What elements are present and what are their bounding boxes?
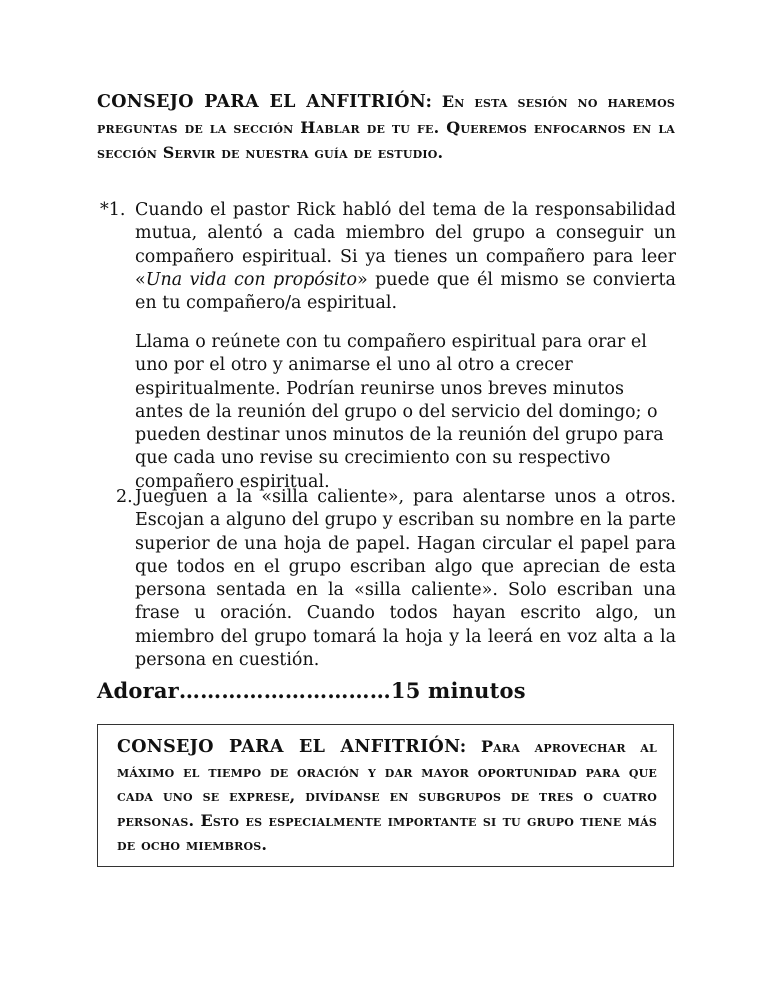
section-heading-adorar: Adorar…………………………15 minutos xyxy=(97,678,526,703)
host-tip-1-text: En esta sesión no haremos preguntas de la sección Hablar de tu fe. Queremos enfocarnos en la sección Servir de nuestra guía de estudio. xyxy=(97,92,675,162)
host-tip-1 xyxy=(97,89,675,165)
item-1-text-before: Cuando el pastor Rick habló del tema de la responsabilidad mutua, alentó a cada miembro del grupo a conseguir un compañero espiritual. Si ya tienes un compañero para leer « xyxy=(135,200,676,290)
item-1-text xyxy=(135,199,676,315)
host-tip-2-text: Para aprovechar al máximo el tiempo de oración y dar mayor oportunidad para que cada uno se exprese, divídanse en subgrupos de tres o cuatro personas. Esto es especialmente importante si tu grupo tiene más de ocho miembros. xyxy=(117,737,657,854)
host-tip-2-label: CONSEJO PARA EL ANFITRIÓN: xyxy=(117,737,467,757)
item-1-paragraph-2: Llama o reúnete con tu compañero espiritual para orar el uno por el otro y animarse el uno al otro a crecer espiritualmente. Podrían reunirse unos breves minutos antes de la reunión del grupo o del servicio del domingo; o pueden destinar unos minutos de la reunión del grupo para que cada uno revise su crecimiento con su respectivo compañero espiritual. xyxy=(135,332,664,492)
book-title-italic: Una vida con propósito xyxy=(145,269,357,290)
item-2-number: 2. xyxy=(116,487,133,507)
host-tip-1-label: CONSEJO PARA EL ANFITRIÓN: xyxy=(97,92,433,112)
item-1-number: *1. xyxy=(100,200,126,220)
item-1-text-after: » puede que él mismo se convierta en tu compañero/a espiritual. xyxy=(135,269,676,314)
item-2-text: Jueguen a la «silla caliente», para alentarse unos a otros. Escojan a alguno del grupo y escriban su nombre en la parte superior de una hoja de papel. Hagan circular el papel para que todos en el grupo escriban algo que aprecian de esta persona sentada en la «silla caliente». Solo escriban una frase u oración. Cuando todos hayan escrito algo, un miembro del grupo tomará la hoja y la leerá en voz alta a la persona en cuestión. xyxy=(135,487,676,671)
host-tip-2 xyxy=(117,735,657,858)
